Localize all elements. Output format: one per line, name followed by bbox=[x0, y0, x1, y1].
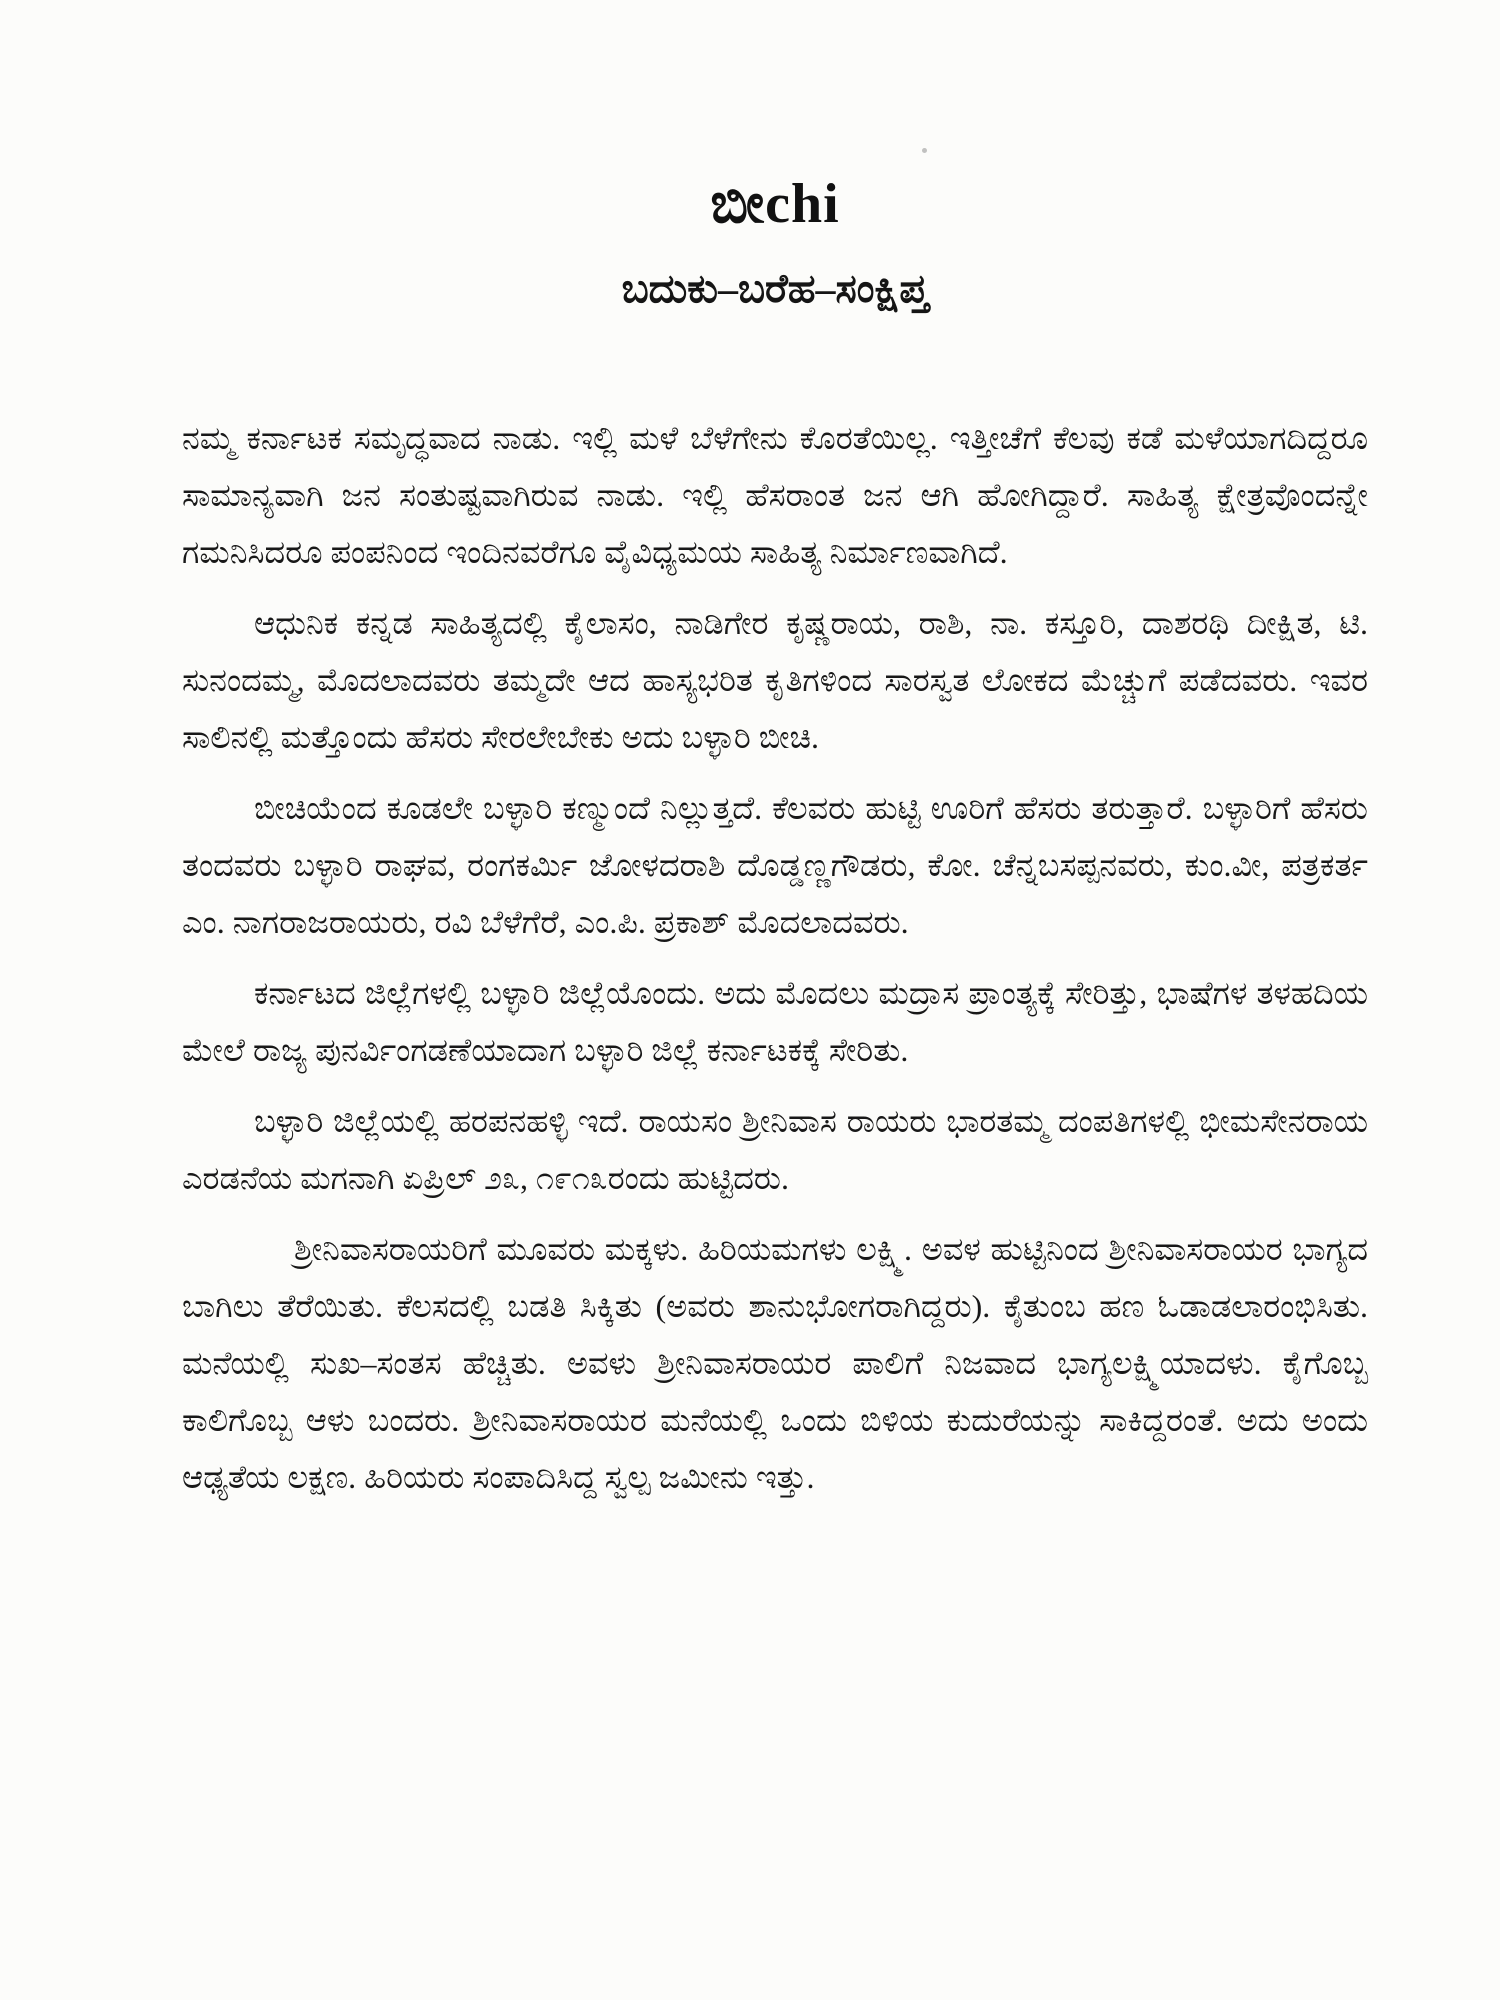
paragraph-1: ನಮ್ಮ ಕರ್ನಾಟಕ ಸಮೃದ್ಧವಾದ ನಾಡು. ಇಲ್ಲಿ ಮಳೆ ಬೆಳೆಗೇನು ಕೊರತೆಯಿಲ್ಲ. ಇತ್ತೀಚೆಗೆ ಕೆಲವು ಕಡೆ ಮಳೆಯಾಗದಿದ್ದರೂ ಸಾಮಾನ್ಯವಾಗಿ ಜನ ಸಂತುಷ್ಟವಾಗಿರುವ ನಾಡು. ಇಲ್ಲಿ ಹೆಸರಾಂತ ಜನ ಆಗಿ ಹೋಗಿದ್ದಾರೆ. ಸಾಹಿತ್ಯ ಕ್ಷೇತ್ರವೊಂದನ್ನೇ ಗಮನಿಸಿದರೂ ಪಂಪನಿಂದ ಇಂದಿನವರೆಗೂ ವೈವಿಧ್ಯಮಯ ಸಾಹಿತ್ಯ ನಿರ್ಮಾಣವಾಗಿದೆ. bbox=[182, 420, 1368, 570]
paragraph-5: ಬಳ್ಳಾರಿ ಜಿಲ್ಲೆಯಲ್ಲಿ ಹರಪನಹಳ್ಳಿ ಇದೆ. ರಾಯಸಂ ಶ್ರೀನಿವಾಸ ರಾಯರು ಭಾರತಮ್ಮ ದಂಪತಿಗಳಲ್ಲಿ ಭೀಮಸೇನರಾಯ ಎರಡನೆಯ ಮಗನಾಗಿ ಏಪ್ರಿಲ್ ೨೩, ೧೯೧೩ರಂದು ಹುಟ್ಟಿದರು. bbox=[182, 1103, 1368, 1196]
paragraph-3: ಬೀಚಿಯೆಂದ ಕೂಡಲೇ ಬಳ್ಳಾರಿ ಕಣ್ಮುಂದೆ ನಿಲ್ಲುತ್ತದೆ. ಕೆಲವರು ಹುಟ್ಟಿ ಊರಿಗೆ ಹೆಸರು ತರುತ್ತಾರೆ. ಬಳ್ಳಾರಿಗೆ ಹೆಸರು ತಂದವರು ಬಳ್ಳಾರಿ ರಾಘವ, ರಂಗಕರ್ಮಿ ಜೋಳದರಾಶಿ ದೊಡ್ಡಣ್ಣಗೌಡರು, ಕೋ. ಚೆನ್ನಬಸಪ್ಪನವರು, ಕುಂ.ವೀ, ಪತ್ರಕರ್ತ ಎಂ. ನಾಗರಾಜರಾಯರು, ರವಿ ಬೆಳೆಗೆರೆ, ಎಂ.ಪಿ. ಪ್ರಕಾಶ್ ಮೊದಲಾದವರು. bbox=[182, 790, 1368, 940]
page-subtitle: ಬದುಕು–ಬರೆಹ–ಸಂಕ್ಷಿಪ್ತ bbox=[621, 266, 929, 311]
paragraph-2: ಆಧುನಿಕ ಕನ್ನಡ ಸಾಹಿತ್ಯದಲ್ಲಿ ಕೈಲಾಸಂ, ನಾಡಿಗೇರ ಕೃಷ್ಣರಾಯ, ರಾಶಿ, ನಾ. ಕಸ್ತೂರಿ, ದಾಶರಥಿ ದೀಕ್ಷಿತ, ಟಿ. ಸುನಂದಮ್ಮ, ಮೊದಲಾದವರು ತಮ್ಮದೇ ಆದ ಹಾಸ್ಯಭರಿತ ಕೃತಿಗಳಿಂದ ಸಾರಸ್ವತ ಲೋಕದ ಮೆಚ್ಚುಗೆ ಪಡೆದವರು. ಇವರ ಸಾಲಿನಲ್ಲಿ ಮತ್ತೊಂದು ಹೆಸರು ಸೇರಲೇಬೇಕು ಅದು ಬಳ್ಳಾರಿ ಬೀಚಿ. bbox=[182, 605, 1368, 755]
paragraph-6: ಶ್ರೀನಿವಾಸರಾಯರಿಗೆ ಮೂವರು ಮಕ್ಕಳು. ಹಿರಿಯಮಗಳು ಲಕ್ಷ್ಮಿ. ಅವಳ ಹುಟ್ಟಿನಿಂದ ಶ್ರೀನಿವಾಸರಾಯರ ಭಾಗ್ಯದ ಬಾಗಿಲು ತೆರೆಯಿತು. ಕೆಲಸದಲ್ಲಿ ಬಡತಿ ಸಿಕ್ಕಿತು (ಅವರು ಶಾನುಭೋಗರಾಗಿದ್ದರು). ಕೈತುಂಬ ಹಣ ಓಡಾಡಲಾರಂಭಿಸಿತು. ಮನೆಯಲ್ಲಿ ಸುಖ–ಸಂತಸ ಹೆಚ್ಚಿತು. ಅವಳು ಶ್ರೀನಿವಾಸರಾಯರ ಪಾಲಿಗೆ ನಿಜವಾದ ಭಾಗ್ಯಲಕ್ಷ್ಮಿಯಾದಳು. ಕೈಗೊಬ್ಬ ಕಾಲಿಗೊಬ್ಬ ಆಳು ಬಂದರು. ಶ್ರೀನಿವಾಸರಾಯರ ಮನೆಯಲ್ಲಿ ಒಂದು ಬಿಳಿಯ ಕುದುರೆಯನ್ನು ಸಾಕಿದ್ದರಂತೆ. ಅದು ಅಂದು ಆಢ್ಯತೆಯ ಲಕ್ಷಣ. ಹಿರಿಯರು ಸಂಪಾದಿಸಿದ್ದ ಸ್ವಲ್ಪ ಜಮೀನು ಇತ್ತು. bbox=[182, 1231, 1368, 1495]
page-title: ಬೀchi bbox=[710, 173, 840, 235]
paragraph-4: ಕರ್ನಾಟದ ಜಿಲ್ಲೆಗಳಲ್ಲಿ ಬಳ್ಳಾರಿ ಜಿಲ್ಲೆಯೊಂದು. ಅದು ಮೊದಲು ಮದ್ರಾಸ ಪ್ರಾಂತ್ಯಕ್ಕೆ ಸೇರಿತ್ತು, ಭಾಷೆಗಳ ತಳಹದಿಯ ಮೇಲೆ ರಾಜ್ಯ ಪುನರ್ವಿಂಗಡಣೆಯಾದಾಗ ಬಳ್ಳಾರಿ ಜಿಲ್ಲೆ ಕರ್ನಾಟಕಕ್ಕೆ ಸೇರಿತು. bbox=[182, 975, 1368, 1068]
document-body bbox=[182, 410, 1368, 1506]
scan-artifact-dot bbox=[922, 148, 927, 153]
